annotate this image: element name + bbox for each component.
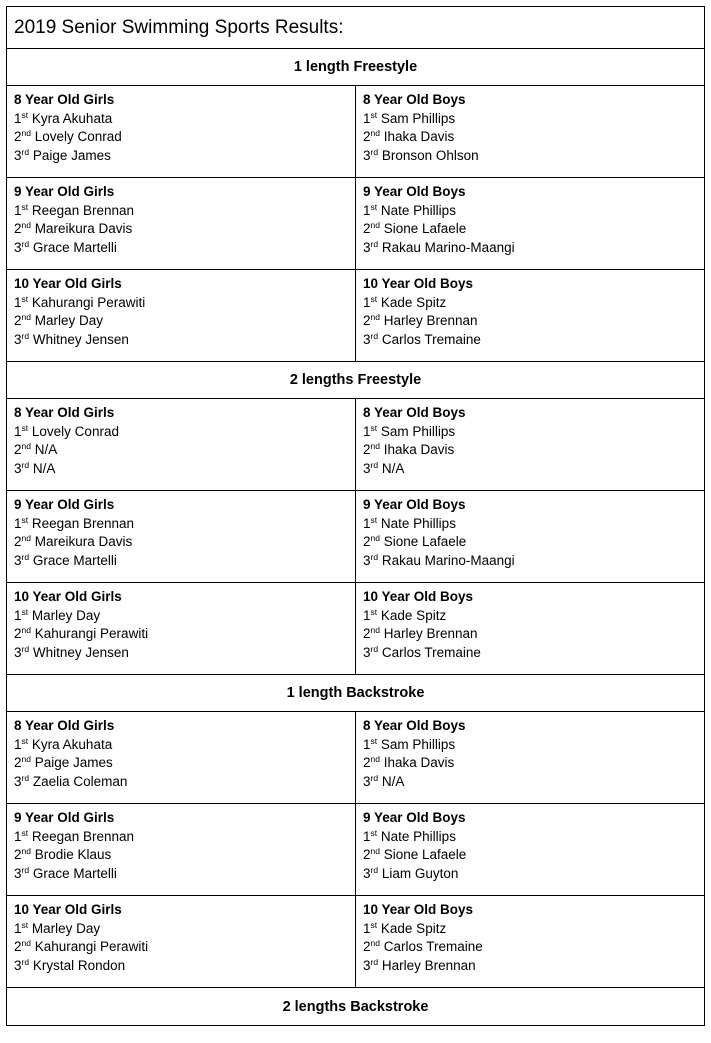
first-place-line — [363, 515, 704, 534]
first-place-line — [14, 515, 355, 534]
place-suffix: nd — [21, 938, 31, 949]
event-section — [7, 675, 704, 988]
girls-results-cell — [7, 86, 356, 177]
place-suffix: nd — [21, 533, 31, 544]
place-suffix: st — [370, 919, 378, 930]
place-suffix: nd — [21, 220, 31, 231]
place-suffix: rd — [21, 238, 30, 249]
swimmer-name: Ihaka Davis — [383, 129, 455, 145]
place-suffix: rd — [21, 772, 30, 783]
place-number: 3 — [363, 957, 371, 973]
place-suffix: rd — [21, 956, 30, 967]
place-number: 1 — [363, 110, 371, 126]
event-heading: 1 length Freestyle — [7, 49, 704, 86]
third-place-line — [363, 147, 704, 166]
place-suffix: rd — [370, 643, 379, 654]
swimmer-name: Marley Day — [31, 920, 101, 936]
second-place-line — [363, 533, 704, 552]
third-place-line — [14, 460, 355, 479]
place-number: 3 — [363, 239, 371, 255]
place-number: 1 — [14, 736, 22, 752]
place-suffix: st — [21, 827, 29, 838]
place-number: 3 — [14, 957, 22, 973]
swimmer-name: Whitney Jensen — [32, 331, 129, 347]
second-place-line — [14, 128, 355, 147]
place-number: 2 — [14, 442, 22, 458]
second-place-line — [363, 754, 704, 773]
event-heading: 1 length Backstroke — [7, 675, 704, 712]
place-suffix: st — [370, 422, 378, 433]
first-place-line — [14, 202, 355, 221]
swimmer-name: Nate Phillips — [380, 828, 456, 844]
place-suffix: nd — [21, 441, 31, 452]
place-suffix: st — [21, 293, 29, 304]
place-suffix: nd — [370, 625, 380, 636]
second-place-line — [14, 625, 355, 644]
age-group-heading: 10 Year Old Girls — [14, 902, 122, 917]
age-group-heading: 10 Year Old Boys — [363, 902, 474, 917]
third-place-line — [14, 957, 355, 976]
place-suffix: rd — [370, 772, 379, 783]
place-suffix: nd — [370, 441, 380, 452]
second-place-line — [363, 312, 704, 331]
swimmer-name: Grace Martelli — [32, 552, 117, 568]
swimmer-name: Brodie Klaus — [34, 847, 112, 863]
girls-results-cell — [7, 399, 356, 490]
swimmer-name: Sam Phillips — [380, 423, 456, 439]
third-place-line — [14, 552, 355, 571]
swimmer-name: N/A — [32, 460, 56, 476]
place-suffix: st — [370, 201, 378, 212]
place-number: 2 — [14, 939, 22, 955]
second-place-line — [14, 533, 355, 552]
place-number: 3 — [14, 865, 22, 881]
place-suffix: rd — [21, 459, 30, 470]
swimmer-name: Carlos Tremaine — [381, 644, 481, 660]
place-suffix: rd — [370, 864, 379, 875]
third-place-line — [363, 331, 704, 350]
first-place-line — [363, 423, 704, 442]
swimmer-name: N/A — [34, 442, 58, 458]
swimmer-name: Harley Brennan — [383, 626, 478, 642]
place-number: 2 — [363, 626, 371, 642]
place-number: 2 — [363, 313, 371, 329]
third-place-line — [363, 957, 704, 976]
place-number: 2 — [14, 221, 22, 237]
girls-results-cell — [7, 491, 356, 582]
second-place-line — [14, 220, 355, 239]
first-place-line — [363, 294, 704, 313]
place-suffix: st — [370, 606, 378, 617]
swimmer-name: Grace Martelli — [32, 239, 117, 255]
place-suffix: nd — [21, 754, 31, 765]
place-number: 1 — [363, 607, 371, 623]
first-place-line — [14, 920, 355, 939]
place-number: 2 — [363, 939, 371, 955]
first-place-line — [14, 294, 355, 313]
third-place-line — [14, 865, 355, 884]
place-suffix: rd — [370, 330, 379, 341]
place-suffix: nd — [370, 312, 380, 323]
third-place-line — [14, 644, 355, 663]
place-suffix: st — [370, 827, 378, 838]
place-suffix: nd — [370, 938, 380, 949]
boys-results-cell — [356, 178, 704, 269]
place-number: 1 — [363, 515, 371, 531]
place-number: 2 — [14, 534, 22, 550]
place-number: 3 — [363, 331, 371, 347]
boys-results-cell — [356, 270, 704, 361]
swimmer-name: Carlos Tremaine — [381, 331, 481, 347]
second-place-line — [363, 220, 704, 239]
event-section — [7, 49, 704, 362]
place-suffix: st — [21, 735, 29, 746]
place-suffix: st — [370, 293, 378, 304]
age-group-heading: 10 Year Old Boys — [363, 589, 474, 604]
second-place-line — [14, 754, 355, 773]
second-place-line — [14, 441, 355, 460]
place-number: 1 — [14, 920, 22, 936]
first-place-line — [363, 110, 704, 129]
place-number: 3 — [363, 644, 371, 660]
event-heading: 2 lengths Backstroke — [282, 998, 429, 1015]
place-number: 2 — [363, 221, 371, 237]
swimmer-name: N/A — [381, 773, 405, 789]
place-number: 1 — [363, 423, 371, 439]
place-suffix: rd — [21, 330, 30, 341]
place-number: 1 — [14, 423, 22, 439]
place-suffix: nd — [21, 846, 31, 857]
third-place-line — [14, 773, 355, 792]
place-suffix: rd — [370, 459, 379, 470]
swimmer-name: Reegan Brennan — [31, 828, 134, 844]
place-suffix: rd — [370, 146, 379, 157]
boys-results-cell — [356, 86, 704, 177]
place-suffix: st — [21, 422, 29, 433]
place-number: 1 — [363, 736, 371, 752]
swimmer-name: Lovely Conrad — [34, 129, 122, 145]
place-number: 2 — [14, 755, 22, 771]
place-suffix: st — [21, 919, 29, 930]
swimmer-name: Kade Spitz — [380, 920, 447, 936]
place-number: 3 — [14, 644, 22, 660]
swimmer-name: Sione Lafaele — [383, 534, 467, 550]
place-number: 1 — [363, 920, 371, 936]
age-group-row — [7, 86, 704, 178]
second-place-line — [363, 625, 704, 644]
place-number: 2 — [14, 847, 22, 863]
place-number: 3 — [14, 460, 22, 476]
swimmer-name: Bronson Ohlson — [381, 147, 479, 163]
age-group-row — [7, 804, 704, 896]
first-place-line — [363, 202, 704, 221]
swimmer-name: Carlos Tremaine — [383, 939, 483, 955]
second-place-line — [363, 846, 704, 865]
age-group-heading: 9 Year Old Boys — [363, 810, 466, 825]
swimmer-name: Paige James — [32, 147, 111, 163]
place-suffix: st — [21, 109, 29, 120]
place-suffix: nd — [370, 128, 380, 139]
place-number: 2 — [363, 442, 371, 458]
age-group-heading: 9 Year Old Boys — [363, 184, 466, 199]
swimmer-name: Kahurangi Perawiti — [31, 294, 146, 310]
place-suffix: rd — [21, 146, 30, 157]
place-number: 2 — [363, 755, 371, 771]
age-group-heading: 8 Year Old Boys — [363, 718, 466, 733]
place-suffix: rd — [370, 956, 379, 967]
swimmer-name: Kyra Akuhata — [31, 736, 113, 752]
place-number: 1 — [14, 607, 22, 623]
swimmer-name: Harley Brennan — [381, 957, 476, 973]
first-place-line — [363, 736, 704, 755]
boys-results-cell — [356, 399, 704, 490]
first-place-line — [363, 828, 704, 847]
age-group-heading: 8 Year Old Girls — [14, 405, 115, 420]
place-number: 1 — [14, 202, 22, 218]
place-number: 2 — [14, 313, 22, 329]
swimmer-name: Zaelia Coleman — [32, 773, 128, 789]
swimmer-name: Sione Lafaele — [383, 847, 467, 863]
place-number: 2 — [14, 129, 22, 145]
age-group-heading: 8 Year Old Girls — [14, 718, 115, 733]
second-place-line — [14, 312, 355, 331]
place-suffix: st — [370, 109, 378, 120]
second-place-line — [363, 441, 704, 460]
place-suffix: nd — [21, 625, 31, 636]
second-place-line — [363, 938, 704, 957]
place-suffix: nd — [370, 754, 380, 765]
age-group-heading: 9 Year Old Girls — [14, 810, 115, 825]
boys-results-cell — [356, 712, 704, 803]
place-suffix: st — [21, 514, 29, 525]
place-number: 1 — [14, 828, 22, 844]
third-place-line — [363, 552, 704, 571]
age-group-row — [7, 270, 704, 362]
place-number: 1 — [14, 294, 22, 310]
third-place-line — [363, 644, 704, 663]
place-suffix: nd — [21, 312, 31, 323]
results-sections — [7, 49, 704, 1025]
girls-results-cell — [7, 804, 356, 895]
third-place-line — [14, 331, 355, 350]
place-suffix: st — [21, 201, 29, 212]
place-number: 3 — [363, 460, 371, 476]
age-group-heading: 10 Year Old Boys — [363, 276, 474, 291]
third-place-line — [363, 460, 704, 479]
place-number: 3 — [14, 331, 22, 347]
place-number: 2 — [363, 847, 371, 863]
place-number: 1 — [363, 828, 371, 844]
swimmer-name: Mareikura Davis — [34, 221, 133, 237]
first-place-line — [14, 736, 355, 755]
swimmer-name: Nate Phillips — [380, 515, 456, 531]
boys-results-cell — [356, 583, 704, 674]
age-group-heading: 10 Year Old Girls — [14, 276, 122, 291]
swimmer-name: Marley Day — [34, 313, 104, 329]
second-place-line — [363, 128, 704, 147]
swimmer-name: Paige James — [34, 755, 113, 771]
boys-results-cell — [356, 896, 704, 987]
place-number: 3 — [14, 552, 22, 568]
place-suffix: nd — [21, 128, 31, 139]
age-group-heading: 8 Year Old Boys — [363, 405, 466, 420]
first-place-line — [14, 110, 355, 129]
swimmer-name: Rakau Marino-Maangi — [381, 239, 515, 255]
swimmer-name: Ihaka Davis — [383, 755, 455, 771]
age-group-row — [7, 399, 704, 491]
place-number: 3 — [363, 147, 371, 163]
swimmer-name: Liam Guyton — [381, 865, 459, 881]
results-document — [6, 6, 705, 1026]
swimmer-name: Sam Phillips — [380, 736, 456, 752]
place-number: 1 — [363, 294, 371, 310]
place-number: 1 — [363, 202, 371, 218]
swimmer-name: Lovely Conrad — [31, 423, 119, 439]
boys-results-cell — [356, 804, 704, 895]
third-place-line — [363, 239, 704, 258]
document-title: 2019 Senior Swimming Sports Results: — [7, 7, 704, 49]
swimmer-name: Mareikura Davis — [34, 534, 133, 550]
place-number: 3 — [363, 773, 371, 789]
place-number: 3 — [14, 773, 22, 789]
place-suffix: st — [370, 514, 378, 525]
swimmer-name: Reegan Brennan — [31, 515, 134, 531]
third-place-line — [363, 773, 704, 792]
swimmer-name: Grace Martelli — [32, 865, 117, 881]
place-number: 3 — [363, 552, 371, 568]
swimmer-name: Kahurangi Perawiti — [34, 939, 149, 955]
place-number: 1 — [14, 110, 22, 126]
girls-results-cell — [7, 896, 356, 987]
place-number: 2 — [363, 129, 371, 145]
place-suffix: nd — [370, 846, 380, 857]
swimmer-name: N/A — [381, 460, 405, 476]
swimmer-name: Marley Day — [31, 607, 101, 623]
age-group-row — [7, 491, 704, 583]
swimmer-name: Krystal Rondon — [32, 957, 126, 973]
swimmer-name: Reegan Brennan — [31, 202, 134, 218]
first-place-line — [363, 607, 704, 626]
age-group-heading: 9 Year Old Girls — [14, 497, 115, 512]
place-suffix: nd — [370, 220, 380, 231]
place-number: 3 — [14, 239, 22, 255]
swimmer-name: Nate Phillips — [380, 202, 456, 218]
first-place-line — [363, 920, 704, 939]
first-place-line — [14, 423, 355, 442]
third-place-line — [14, 239, 355, 258]
swimmer-name: Kade Spitz — [380, 607, 447, 623]
swimmer-name: Rakau Marino-Maangi — [381, 552, 515, 568]
place-number: 2 — [363, 534, 371, 550]
place-suffix: nd — [370, 533, 380, 544]
age-group-row — [7, 896, 704, 988]
place-suffix: rd — [370, 551, 379, 562]
second-place-line — [14, 846, 355, 865]
girls-results-cell — [7, 270, 356, 361]
place-suffix: rd — [21, 551, 30, 562]
third-place-line — [363, 865, 704, 884]
place-suffix: rd — [21, 643, 30, 654]
age-group-heading: 10 Year Old Girls — [14, 589, 122, 604]
age-group-row — [7, 583, 704, 675]
girls-results-cell — [7, 178, 356, 269]
place-suffix: rd — [370, 238, 379, 249]
age-group-heading: 8 Year Old Girls — [14, 92, 115, 107]
swimmer-name: Kahurangi Perawiti — [34, 626, 149, 642]
swimmer-name: Sione Lafaele — [383, 221, 467, 237]
age-group-heading: 9 Year Old Girls — [14, 184, 115, 199]
swimmer-name: Harley Brennan — [383, 313, 478, 329]
girls-results-cell — [7, 712, 356, 803]
swimmer-name: Kade Spitz — [380, 294, 447, 310]
second-place-line — [14, 938, 355, 957]
place-number: 2 — [14, 626, 22, 642]
girls-results-cell — [7, 583, 356, 674]
boys-results-cell — [356, 491, 704, 582]
age-group-row — [7, 712, 704, 804]
swimmer-name: Whitney Jensen — [32, 644, 129, 660]
place-number: 3 — [14, 147, 22, 163]
age-group-heading: 9 Year Old Boys — [363, 497, 466, 512]
place-suffix: rd — [21, 864, 30, 875]
swimmer-name: Sam Phillips — [380, 110, 456, 126]
first-place-line — [14, 828, 355, 847]
event-heading: 2 lengths Freestyle — [7, 362, 704, 399]
event-section — [7, 988, 704, 1025]
place-suffix: st — [370, 735, 378, 746]
third-place-line — [14, 147, 355, 166]
place-number: 3 — [363, 865, 371, 881]
age-group-heading: 8 Year Old Boys — [363, 92, 466, 107]
event-section — [7, 362, 704, 675]
place-suffix: st — [21, 606, 29, 617]
first-place-line — [14, 607, 355, 626]
age-group-row — [7, 178, 704, 270]
place-number: 1 — [14, 515, 22, 531]
swimmer-name: Kyra Akuhata — [31, 110, 113, 126]
swimmer-name: Ihaka Davis — [383, 442, 455, 458]
